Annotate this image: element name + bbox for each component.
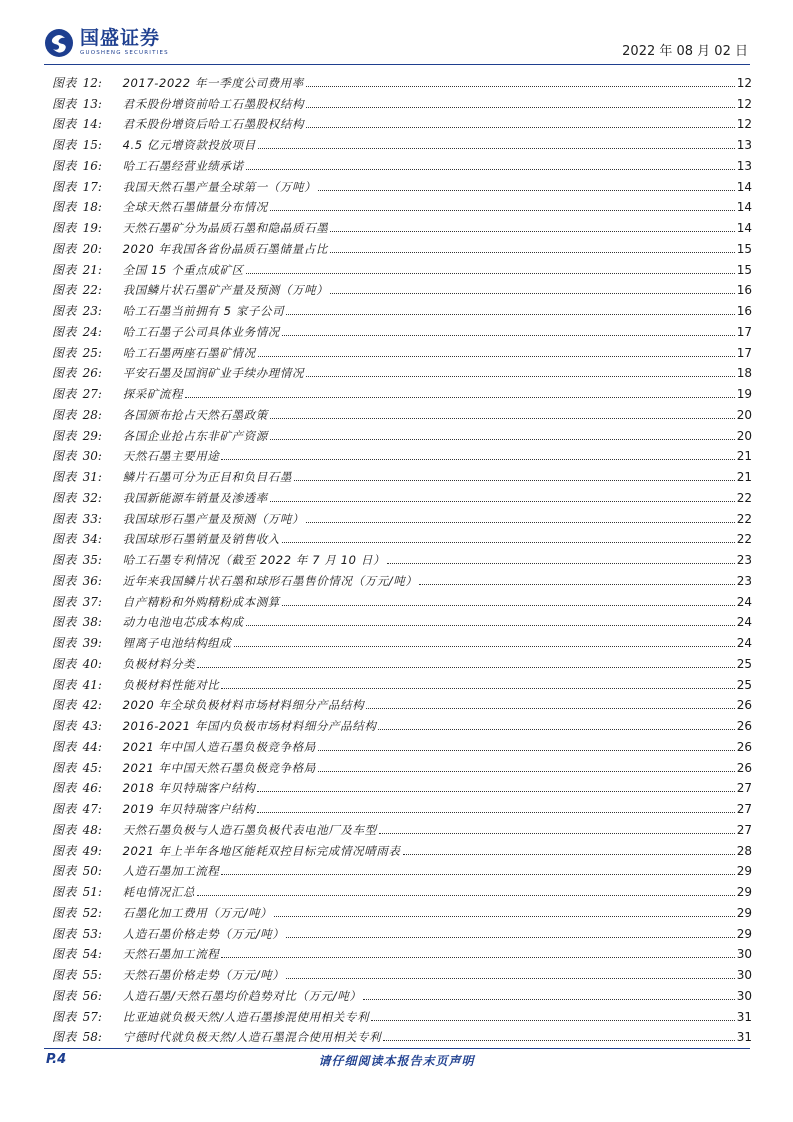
toc-entry-label: 图表 — [52, 1009, 77, 1024]
toc-entry-number: 39: — [82, 636, 102, 650]
toc-entry-label: 图表 — [52, 553, 77, 567]
toc-entry-title: 人造石墨加工流程 — [122, 864, 220, 879]
toc-entry-label: 图表 — [52, 490, 77, 505]
toc-entry-title: 2017-2022 年一季度公司费用率 — [122, 75, 304, 90]
toc-entry-leader — [270, 209, 735, 211]
toc-entry-number: 27: — [82, 387, 102, 401]
toc-entry-number: 26: — [82, 366, 102, 381]
toc-entry-page: 19 — [736, 387, 752, 401]
toc-entry[interactable] — [52, 360, 752, 381]
toc-entry-number: 48: — [82, 822, 102, 837]
toc-entry[interactable] — [52, 1003, 752, 1024]
toc-entry-number: 15: — [82, 138, 102, 152]
toc-entry-page: 22 — [736, 511, 752, 526]
toc-entry-page: 13 — [736, 158, 752, 173]
toc-entry-leader — [378, 728, 734, 730]
toc-entry-page: 24 — [736, 636, 752, 650]
toc-entry-page: 12 — [736, 75, 752, 90]
toc-entry-title: 我国鳞片状石墨矿产量及预测（万吨） — [122, 283, 329, 298]
toc-entry-title: 君禾股份增资前哈工石墨股权结构 — [122, 96, 305, 111]
toc-entry[interactable] — [52, 484, 752, 505]
toc-entry-page: 29 — [736, 905, 752, 920]
toc-entry-label: 图表 — [52, 407, 77, 422]
toc-entry-page: 16 — [736, 283, 752, 298]
toc-entry-title: 各国企业抢占东非矿产资源 — [122, 428, 268, 443]
toc-entry-label: 图表 — [52, 366, 77, 381]
toc-entry[interactable] — [52, 69, 752, 90]
toc-entry-label: 图表 — [52, 988, 77, 1003]
toc-entry-title: 哈工石墨子公司具体业务情况 — [122, 324, 280, 339]
toc-entry[interactable] — [52, 588, 752, 609]
toc-entry-leader — [330, 292, 734, 294]
toc-entry[interactable] — [52, 754, 752, 775]
toc-entry-page: 27 — [736, 822, 752, 837]
toc-entry-leader — [286, 936, 734, 938]
toc-entry-number: 13: — [82, 96, 102, 111]
toc-entry-label: 图表 — [52, 698, 77, 713]
toc-entry-page: 30 — [736, 947, 752, 962]
toc-entry-leader — [274, 915, 734, 917]
toc-entry-page: 22 — [736, 532, 752, 547]
toc-entry[interactable] — [52, 173, 752, 194]
disclaimer-note: 请仔细阅读本报告末页声明 — [318, 1054, 475, 1068]
toc-entry-leader — [246, 624, 735, 626]
toc-entry-leader — [306, 126, 735, 128]
toc-entry-page: 26 — [736, 760, 752, 775]
toc-entry-label: 图表 — [52, 843, 77, 858]
toc-entry[interactable] — [52, 733, 752, 754]
toc-entry-label: 图表 — [52, 677, 77, 692]
toc-entry-leader — [270, 438, 735, 440]
toc-entry[interactable] — [52, 775, 752, 796]
toc-entry-title: 鳞片石墨可分为正目和负目石墨 — [122, 470, 293, 484]
toc-entry[interactable] — [52, 526, 752, 547]
toc-entry-leader — [258, 147, 735, 149]
toc-entry-title: 哈工石墨两座石墨矿情况 — [122, 345, 256, 360]
toc-entry[interactable] — [52, 609, 752, 630]
toc-entry-title: 人造石墨/天然石墨均价趋势对比（万元/吨） — [122, 988, 362, 1003]
toc-entry[interactable] — [52, 816, 752, 837]
toc-entry-label: 图表 — [52, 262, 77, 277]
toc-entry-label: 图表 — [52, 968, 77, 982]
toc-entry-leader — [366, 707, 734, 709]
toc-entry[interactable] — [52, 671, 752, 692]
toc-entry-leader — [221, 458, 734, 460]
toc-entry-number: 32: — [82, 490, 102, 505]
toc-entry-title: 比亚迪就负极天然/人造石墨掺混使用相关专利 — [122, 1009, 370, 1024]
toc-entry-number: 37: — [82, 594, 102, 609]
toc-entry-leader — [234, 645, 735, 647]
toc-entry-label: 图表 — [52, 241, 77, 256]
toc-entry-leader — [221, 956, 734, 958]
toc-entry-title: 天然石墨主要用途 — [122, 449, 220, 464]
toc-entry-label: 图表 — [52, 532, 77, 547]
toc-entry-number: 22: — [82, 283, 102, 298]
toc-entry-leader — [363, 998, 734, 1000]
toc-entry-page: 25 — [736, 677, 752, 692]
toc-entry-number: 49: — [82, 843, 102, 858]
toc-entry-page: 20 — [736, 428, 752, 443]
toc-entry-number: 43: — [82, 719, 102, 733]
toc-entry-page: 29 — [736, 885, 752, 899]
toc-entry-page: 12 — [736, 117, 752, 132]
toc-entry-page: 29 — [736, 864, 752, 879]
toc-entry-label: 图表 — [52, 926, 77, 941]
toc-entry-number: 40: — [82, 656, 102, 671]
toc-entry-page: 31 — [736, 1030, 752, 1045]
toc-entry-page: 15 — [736, 262, 752, 277]
toc-entry-page: 14 — [736, 179, 752, 194]
toc-entry-number: 54: — [82, 947, 102, 962]
brand-name-en: GUOSHENG SECURITIES — [80, 50, 169, 57]
toc-entry-number: 20: — [82, 241, 102, 256]
toc-entry[interactable] — [52, 1024, 752, 1045]
toc-entry-number: 38: — [82, 615, 102, 630]
toc-entry-page: 22 — [736, 490, 752, 505]
toc-entry-label: 图表 — [52, 138, 77, 152]
toc-entry-number: 28: — [82, 407, 102, 422]
toc-entry-leader — [257, 811, 734, 813]
toc-entry-page: 27 — [736, 802, 752, 816]
toc-entry-label: 图表 — [52, 304, 77, 318]
toc-entry-number: 35: — [82, 553, 102, 567]
toc-entry-label: 图表 — [52, 470, 77, 484]
toc-entry-label: 图表 — [52, 864, 77, 879]
toc-entry-title: 近年来我国鳞片状石墨和球形石墨售价情况（万元/吨） — [122, 573, 418, 588]
toc-entry-number: 14: — [82, 117, 102, 132]
toc-entry-label: 图表 — [52, 387, 77, 401]
toc-entry-number: 36: — [82, 573, 102, 588]
page-number: P.4 — [46, 1052, 67, 1067]
toc-entry-label: 图表 — [52, 428, 77, 443]
toc-entry-number: 46: — [82, 781, 102, 796]
toc-entry-title: 2021 年中国天然石墨负极竞争格局 — [122, 760, 316, 775]
toc-entry-page: 12 — [736, 96, 752, 111]
toc-entry-number: 52: — [82, 905, 102, 920]
toc-entry-leader — [371, 1019, 735, 1021]
toc-entry-page: 31 — [736, 1009, 752, 1024]
toc-entry-number: 50: — [82, 864, 102, 879]
toc-entry-number: 47: — [82, 802, 102, 816]
toc-entry-page: 15 — [736, 241, 752, 256]
toc-entry-label: 图表 — [52, 158, 77, 173]
toc-entry[interactable] — [52, 339, 752, 360]
toc-entry-label: 图表 — [52, 200, 77, 215]
toc-entry-leader — [318, 770, 735, 772]
toc-entry-title: 2020 年全球负极材料市场材料细分产品结构 — [122, 698, 365, 713]
toc-entry-label: 图表 — [52, 760, 77, 775]
toc-entry-leader — [282, 541, 735, 543]
toc-entry-title: 平安石墨及国润矿业手续办理情况 — [122, 366, 305, 381]
toc-entry-title: 哈工石墨专利情况（截至 2022 年 7 月 10 日） — [122, 553, 386, 567]
toc-entry-page: 17 — [736, 324, 752, 339]
toc-entry-leader — [246, 272, 735, 274]
toc-entry[interactable] — [52, 858, 752, 879]
toc-entry[interactable] — [52, 629, 752, 650]
toc-entry-label: 图表 — [52, 719, 77, 733]
toc-entry[interactable] — [52, 443, 752, 464]
page-header — [44, 22, 750, 64]
toc-entry-title: 探采矿流程 — [122, 387, 184, 401]
toc-entry-page: 29 — [736, 926, 752, 941]
toc-entry-number: 58: — [82, 1030, 102, 1045]
toc-entry-leader — [270, 417, 735, 419]
toc-entry-number: 25: — [82, 345, 102, 360]
toc-entry-number: 51: — [82, 885, 102, 899]
toc-entry-label: 图表 — [52, 96, 77, 111]
toc-entry-number: 30: — [82, 449, 102, 464]
toc-entry-leader — [330, 230, 734, 232]
toc-entry[interactable] — [52, 505, 752, 526]
toc-entry-page: 25 — [736, 656, 752, 671]
toc-entry[interactable] — [52, 546, 752, 567]
toc-entry-number: 33: — [82, 511, 102, 526]
toc-entry-number: 56: — [82, 988, 102, 1003]
toc-entry-number: 41: — [82, 677, 102, 692]
toc-entry-leader — [258, 355, 735, 357]
toc-entry-title: 天然石墨加工流程 — [122, 947, 220, 962]
toc-entry-leader — [270, 500, 735, 502]
toc-entry-title: 2018 年贝特瑞客户结构 — [122, 781, 256, 796]
toc-entry-label: 图表 — [52, 885, 77, 899]
toc-entry-page: 23 — [736, 553, 752, 567]
toc-entry-label: 图表 — [52, 594, 77, 609]
brand-logo — [44, 26, 169, 60]
figure-index-list — [52, 69, 752, 1044]
toc-entry-number: 23: — [82, 304, 102, 318]
toc-entry-title: 耗电情况汇总 — [122, 885, 196, 899]
toc-entry[interactable] — [52, 111, 752, 132]
toc-entry[interactable] — [52, 567, 752, 588]
toc-entry-number: 44: — [82, 739, 102, 754]
toc-entry-title: 我国新能源车销量及渗透率 — [122, 490, 268, 505]
toc-entry[interactable] — [52, 277, 752, 298]
toc-entry-page: 14 — [736, 221, 752, 235]
toc-entry-page: 26 — [736, 698, 752, 713]
toc-entry-number: 31: — [82, 470, 102, 484]
footer-divider — [44, 1048, 750, 1049]
toc-entry-label: 图表 — [52, 511, 77, 526]
toc-entry-leader — [419, 583, 734, 585]
toc-entry-number: 12: — [82, 75, 102, 90]
toc-entry-number: 19: — [82, 221, 102, 235]
toc-entry[interactable] — [52, 194, 752, 215]
toc-entry-leader — [246, 168, 735, 170]
toc-entry-number: 29: — [82, 428, 102, 443]
toc-entry-number: 57: — [82, 1009, 102, 1024]
toc-entry-number: 16: — [82, 158, 102, 173]
toc-entry-label: 图表 — [52, 822, 77, 837]
toc-entry[interactable] — [52, 982, 752, 1003]
toc-entry-page: 14 — [736, 200, 752, 215]
toc-entry-title: 负极材料性能对比 — [122, 677, 220, 692]
toc-entry-title: 2016-2021 年国内负极市场材料细分产品结构 — [122, 719, 377, 733]
toc-entry-leader — [383, 1039, 735, 1041]
toc-entry-page: 18 — [736, 366, 752, 381]
toc-entry-label: 图表 — [52, 345, 77, 360]
toc-entry-number: 17: — [82, 179, 102, 194]
toc-entry-label: 图表 — [52, 117, 77, 132]
brand-name-cn: 国盛证券 — [80, 27, 161, 50]
toc-entry-title: 哈工石墨当前拥有 5 家子公司 — [122, 304, 285, 318]
toc-entry[interactable] — [52, 90, 752, 111]
toc-entry-page: 24 — [736, 615, 752, 630]
toc-entry-label: 图表 — [52, 656, 77, 671]
toc-entry-leader — [294, 479, 735, 481]
toc-entry-title: 2021 年上半年各地区能耗双控目标完成情况晴雨表 — [122, 843, 401, 858]
toc-entry-label: 图表 — [52, 947, 77, 962]
toc-entry-label: 图表 — [52, 905, 77, 920]
brand-logo-icon — [44, 28, 74, 58]
toc-entry[interactable] — [52, 795, 752, 816]
toc-entry-page: 21 — [736, 470, 752, 484]
toc-entry-title: 君禾股份增资后哈工石墨股权结构 — [122, 117, 305, 132]
toc-entry-title: 我国球形石墨销量及销售收入 — [122, 532, 280, 547]
toc-entry-leader — [197, 666, 735, 668]
toc-entry-page: 17 — [736, 345, 752, 360]
toc-entry-title: 天然石墨负极与人造石墨负极代表电池厂及车型 — [122, 822, 377, 837]
toc-entry-leader — [306, 85, 735, 87]
toc-entry-page: 24 — [736, 594, 752, 609]
toc-entry-page: 28 — [736, 843, 752, 858]
toc-entry[interactable] — [52, 422, 752, 443]
toc-entry[interactable] — [52, 712, 752, 733]
toc-entry-title: 自产精粉和外购精粉成本测算 — [122, 594, 280, 609]
toc-entry-leader — [286, 313, 734, 315]
toc-entry[interactable] — [52, 899, 752, 920]
toc-entry-label: 图表 — [52, 739, 77, 754]
toc-entry-label: 图表 — [52, 1030, 77, 1045]
toc-entry-page: 21 — [736, 449, 752, 464]
toc-entry-leader — [257, 790, 734, 792]
toc-entry-number: 42: — [82, 698, 102, 713]
toc-entry-leader — [306, 375, 735, 377]
toc-entry-number: 55: — [82, 968, 102, 982]
toc-entry[interactable] — [52, 318, 752, 339]
toc-entry-number: 53: — [82, 926, 102, 941]
toc-entry[interactable] — [52, 463, 752, 484]
toc-entry[interactable] — [52, 235, 752, 256]
toc-entry-title: 天然石墨价格走势（万元/吨） — [122, 968, 285, 982]
toc-entry-label: 图表 — [52, 324, 77, 339]
toc-entry-title: 锂离子电池结构组成 — [122, 636, 232, 650]
toc-entry-title: 2020 年我国各省份晶质石墨储量占比 — [122, 241, 328, 256]
toc-entry[interactable] — [52, 878, 752, 899]
toc-entry-leader — [197, 894, 735, 896]
toc-entry-number: 21: — [82, 262, 102, 277]
toc-entry[interactable] — [52, 961, 752, 982]
toc-entry-title: 动力电池电芯成本构成 — [122, 615, 244, 630]
toc-entry-label: 图表 — [52, 283, 77, 298]
toc-entry[interactable] — [52, 256, 752, 277]
toc-entry[interactable] — [52, 837, 752, 858]
toc-entry[interactable] — [52, 650, 752, 671]
toc-entry-page: 20 — [736, 407, 752, 422]
toc-entry[interactable] — [52, 131, 752, 152]
toc-entry-page: 27 — [736, 781, 752, 796]
toc-entry-title: 各国颁布抢占天然石墨政策 — [122, 407, 268, 422]
toc-entry-title: 4.5 亿元增资款投放项目 — [122, 138, 256, 152]
toc-entry-title: 负极材料分类 — [122, 656, 196, 671]
toc-entry-label: 图表 — [52, 781, 77, 796]
toc-entry-leader — [282, 334, 735, 336]
toc-entry-label: 图表 — [52, 449, 77, 464]
toc-entry[interactable] — [52, 380, 752, 401]
toc-entry-label: 图表 — [52, 221, 77, 235]
toc-entry-leader — [286, 977, 734, 979]
toc-entry-leader — [318, 749, 735, 751]
toc-entry-leader — [221, 687, 734, 689]
toc-entry-leader — [403, 853, 735, 855]
toc-entry-label: 图表 — [52, 75, 77, 90]
toc-entry-title: 我国天然石墨产量全球第一（万吨） — [122, 179, 317, 194]
toc-entry-number: 18: — [82, 200, 102, 215]
toc-entry-title: 天然石墨矿分为晶质石墨和隐晶质石墨 — [122, 221, 329, 235]
toc-entry[interactable] — [52, 152, 752, 173]
toc-entry-leader — [306, 521, 735, 523]
toc-entry-label: 图表 — [52, 802, 77, 816]
report-date: 2022 年 08 月 02 日 — [622, 44, 748, 59]
toc-entry-title: 宁德时代就负极天然/人造石墨混合使用相关专利 — [122, 1030, 382, 1045]
toc-entry-leader — [221, 873, 734, 875]
toc-entry[interactable] — [52, 401, 752, 422]
toc-entry-page: 16 — [736, 304, 752, 318]
toc-entry[interactable] — [52, 692, 752, 713]
toc-entry-label: 图表 — [52, 636, 77, 650]
toc-entry[interactable] — [52, 214, 752, 235]
toc-entry-label: 图表 — [52, 573, 77, 588]
toc-entry-page: 30 — [736, 988, 752, 1003]
toc-entry[interactable] — [52, 941, 752, 962]
toc-entry-leader — [185, 396, 735, 398]
toc-entry-page: 30 — [736, 968, 752, 982]
toc-entry-title: 2021 年中国人造石墨负极竞争格局 — [122, 739, 316, 754]
toc-entry-title: 石墨化加工费用（万元/吨） — [122, 905, 273, 920]
toc-entry-number: 45: — [82, 760, 102, 775]
toc-entry-title: 我国球形石墨产量及预测（万吨） — [122, 511, 305, 526]
toc-entry-leader — [330, 251, 735, 253]
toc-entry-number: 24: — [82, 324, 102, 339]
toc-entry-title: 2019 年贝特瑞客户结构 — [122, 802, 256, 816]
toc-entry-title: 全球天然石墨储量分布情况 — [122, 200, 268, 215]
toc-entry-title: 全国 15 个重点成矿区 — [122, 262, 244, 277]
toc-entry-page: 26 — [736, 739, 752, 754]
toc-entry-label: 图表 — [52, 179, 77, 194]
header-divider — [44, 64, 750, 65]
toc-entry[interactable] — [52, 297, 752, 318]
toc-entry-leader — [379, 832, 735, 834]
toc-entry-leader — [318, 189, 735, 191]
toc-entry-page: 23 — [736, 573, 752, 588]
toc-entry-label: 图表 — [52, 615, 77, 630]
toc-entry-page: 26 — [736, 719, 752, 733]
toc-entry-leader — [306, 106, 735, 108]
toc-entry-title: 人造石墨价格走势（万元/吨） — [122, 926, 285, 941]
toc-entry-page: 13 — [736, 138, 752, 152]
toc-entry-title: 哈工石墨经营业绩承诺 — [122, 158, 244, 173]
toc-entry-leader — [387, 562, 735, 564]
toc-entry[interactable] — [52, 920, 752, 941]
toc-entry-number: 34: — [82, 532, 102, 547]
toc-entry-leader — [282, 604, 735, 606]
